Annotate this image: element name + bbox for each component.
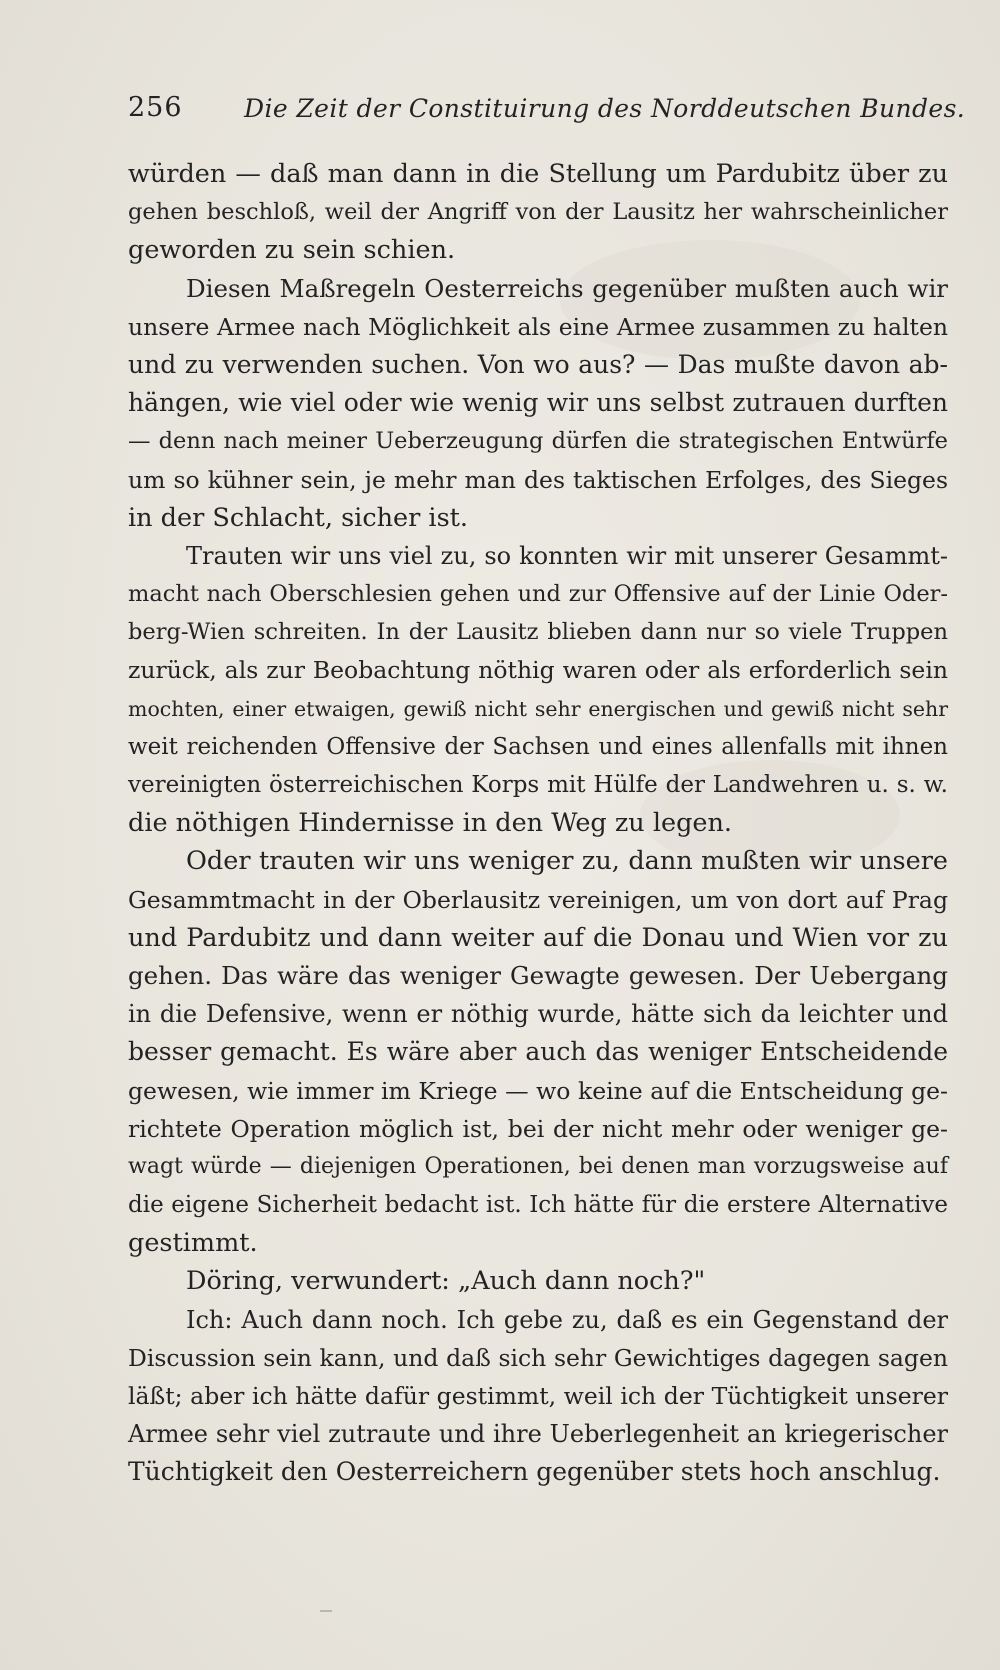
text-line: in der Schlacht, sicher ist.	[128, 502, 469, 533]
text-line: berg-Wien schreiten. In der Lausitz blieben dann nur so viele Truppen	[128, 619, 948, 646]
text-line: würden — daß man dann in die Stellung um Pardubitz über zu	[128, 159, 948, 189]
text-line: und Pardubitz und dann weiter auf die Donau und Wien vor zu	[128, 922, 948, 953]
text-line: — denn nach meiner Ueberzeugung dürfen die strategischen Entwürfe	[128, 428, 948, 455]
text-line: Diesen Maßregeln Oesterreichs gegenüber mußten auch wir	[186, 273, 948, 303]
running-head: Die Zeit der Constituirung des Norddeutschen Bundes.	[244, 94, 966, 123]
text-line: läßt; aber ich hätte dafür gestimmt, weil ich der Tüchtigkeit unserer	[128, 1382, 948, 1410]
text-line: unsere Armee nach Möglichkeit als eine Armee zusammen zu halten	[128, 312, 948, 341]
page-number: 256	[128, 92, 183, 123]
text-line: die nöthigen Hindernisse in den Weg zu legen.	[128, 808, 733, 839]
page-header	[128, 92, 966, 132]
text-line: Discussion sein kann, und daß sich sehr Gewichtiges dagegen sagen	[128, 1343, 948, 1372]
text-line: vereinigten österreichischen Korps mit Hülfe der Landwehren u. s. w.	[128, 772, 948, 798]
text-line: Döring, verwundert: „Auch dann noch?"	[186, 1266, 706, 1297]
text-line: und zu verwenden suchen. Von wo aus? — Das mußte davon ab-	[128, 349, 948, 379]
text-line: Oder trauten wir uns weniger zu, dann mußten wir unsere	[186, 846, 948, 877]
text-line: Gesammtmacht in der Oberlausitz vereinigen, um von dort auf Prag	[128, 885, 948, 914]
footer-mark	[320, 1610, 332, 1612]
text-line: geworden zu sein schien.	[128, 235, 456, 266]
text-line: in die Defensive, wenn er nöthig wurde, hätte sich da leichter und	[128, 1000, 948, 1029]
text-line: macht nach Oberschlesien gehen und zur Offensive auf der Linie Oder-	[128, 581, 948, 608]
text-line: gehen beschloß, weil der Angriff von der Lausitz her wahrscheinlicher	[128, 199, 948, 226]
text-line: gehen. Das wäre das weniger Gewagte gewesen. Der Uebergang	[128, 960, 948, 990]
text-line: zurück, als zur Beobachtung nöthig waren oder als erforderlich sein	[128, 656, 948, 685]
text-line: Tüchtigkeit den Oesterreichern gegenüber stets hoch anschlug.	[128, 1457, 941, 1487]
text-line: wagt würde — diejenigen Operationen, bei denen man vorzugsweise auf	[128, 1153, 948, 1179]
text-line: Armee sehr viel zutraute und ihre Ueberlegenheit an kriegerischer	[128, 1420, 948, 1449]
text-line: um so kühner sein, je mehr man des taktischen Erfolges, des Sieges	[128, 465, 948, 494]
text-line: hängen, wie viel oder wie wenig wir uns selbst zutrauen durften	[128, 388, 948, 418]
text-line: richtete Operation möglich ist, bei der nicht mehr oder weniger ge-	[128, 1114, 948, 1143]
body-text	[128, 155, 948, 1492]
text-line: Ich: Auch dann noch. Ich gebe zu, daß es ein Gegenstand der	[186, 1305, 948, 1334]
text-line: gewesen, wie immer im Kriege — wo keine auf die Entscheidung ge-	[128, 1076, 948, 1105]
text-line: mochten, einer etwaigen, gewiß nicht sehr energischen und gewiß nicht sehr	[128, 696, 948, 721]
text-line: weit reichenden Offensive der Sachsen und eines allenfalls mit ihnen	[128, 733, 948, 760]
text-line: besser gemacht. Es wäre aber auch das weniger Entscheidende	[128, 1037, 948, 1067]
text-line: Trauten wir uns viel zu, so konnten wir mit unserer Gesammt-	[186, 541, 948, 570]
text-line: die eigene Sicherheit bedacht ist. Ich hätte für die erstere Alternative	[128, 1192, 948, 1219]
text-line: gestimmt.	[128, 1228, 258, 1259]
